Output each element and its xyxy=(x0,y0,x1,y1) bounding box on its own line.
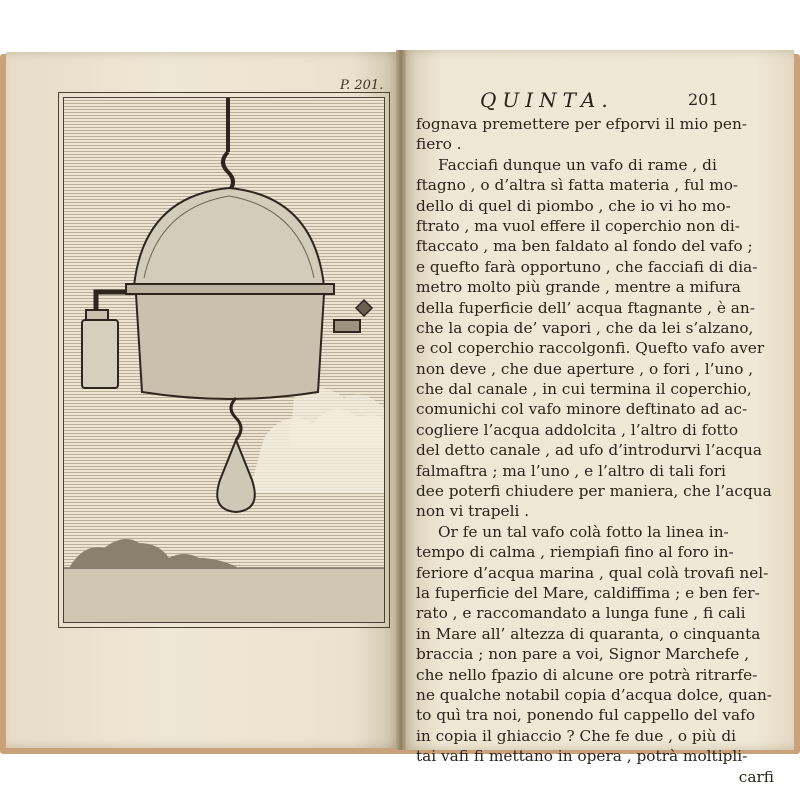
text-line: fognava premettere per efporvi il mio pen- xyxy=(416,115,747,133)
running-head: QUINTA. xyxy=(480,88,614,112)
text-line: metro molto più grande , mentre a mifura xyxy=(416,278,741,297)
text-line: to quì tra noi, ponendo ful cappello del vafo xyxy=(416,706,756,725)
text-line: e quefto farà opportuno , che facciafi di dia- xyxy=(416,257,758,276)
text-line: della fuperficie dell’ acqua ftagnante , è an- xyxy=(416,298,755,317)
text-line: che dal canale , in cui termina il coperchio, xyxy=(416,380,752,399)
body-text xyxy=(416,114,788,787)
text-line: del detto canale , ad ufo d’introdurvi l’acqua xyxy=(416,441,762,460)
page-number: 201 xyxy=(688,90,719,109)
text-line: dello di quel di piombo , che io vi ho mo- xyxy=(416,196,731,215)
text-line: dee poterfi chiudere per maniera, che l’acqua xyxy=(416,482,772,501)
plate-reference: P. 201. xyxy=(340,78,384,93)
text-line: non vi trapeli . xyxy=(416,502,530,521)
text-line: ftagno , o d’altra sì fatta materia , ful mo- xyxy=(416,176,739,195)
text-line: la fuperficie del Mare, caldiffima ; e ben fer- xyxy=(416,583,760,602)
engraving-image xyxy=(63,97,385,623)
distillation-apparatus-engraving xyxy=(64,98,385,623)
book-gutter xyxy=(396,50,406,750)
text-line: Facciafi dunque un vafo di rame , di xyxy=(438,155,717,174)
engraving-plate xyxy=(58,92,390,628)
text-line: carfi xyxy=(738,767,774,786)
text-line: fiero . xyxy=(416,135,462,154)
text-line: che la copia de’ vapori , che da lei s’alzano, xyxy=(416,318,754,337)
text-line: feriore d’acqua marina , qual colà trovafi nel- xyxy=(416,563,769,582)
text-line: e col coperchio raccolgonfi. Quefto vafo aver xyxy=(416,339,765,358)
text-line: rato , e raccomandato a lunga fune , fi cali xyxy=(416,604,746,623)
text-line: in Mare all’ altezza di quaranta, o cinquanta xyxy=(416,624,761,643)
text-line: ne qualche notabil copia d’acqua dolce, quan- xyxy=(416,685,772,704)
text-line: braccia ; non pare a voi, Signor Marchefe , xyxy=(416,645,750,664)
text-line: tempo di calma , riempiafi fino al foro in- xyxy=(416,543,734,562)
text-line: in copia il ghiaccio ? Che fe due , o più di xyxy=(416,726,737,745)
text-line: ftrato , ma vuol effere il coperchio non di- xyxy=(416,216,740,235)
text-line: comunichi col vafo minore deftinato ad ac- xyxy=(416,400,748,419)
text-line: ftaccato , ma ben faldato al fondo del vafo ; xyxy=(416,237,753,256)
text-line: falmaftra ; ma l’uno , e l’altro di tali fori xyxy=(416,461,726,480)
text-line: cogliere l’acqua addolcita , l’altro di fotto xyxy=(416,420,739,439)
text-line: Or fe un tal vafo colà fotto la linea in- xyxy=(438,522,729,541)
text-line: non deve , che due aperture , o fori , l’uno , xyxy=(416,359,754,378)
text-line: che nello fpazio di alcune ore potrà ritrarfe- xyxy=(416,665,758,684)
text-line: tai vafi fi mettano in opera , potrà moltipli- xyxy=(416,747,748,766)
